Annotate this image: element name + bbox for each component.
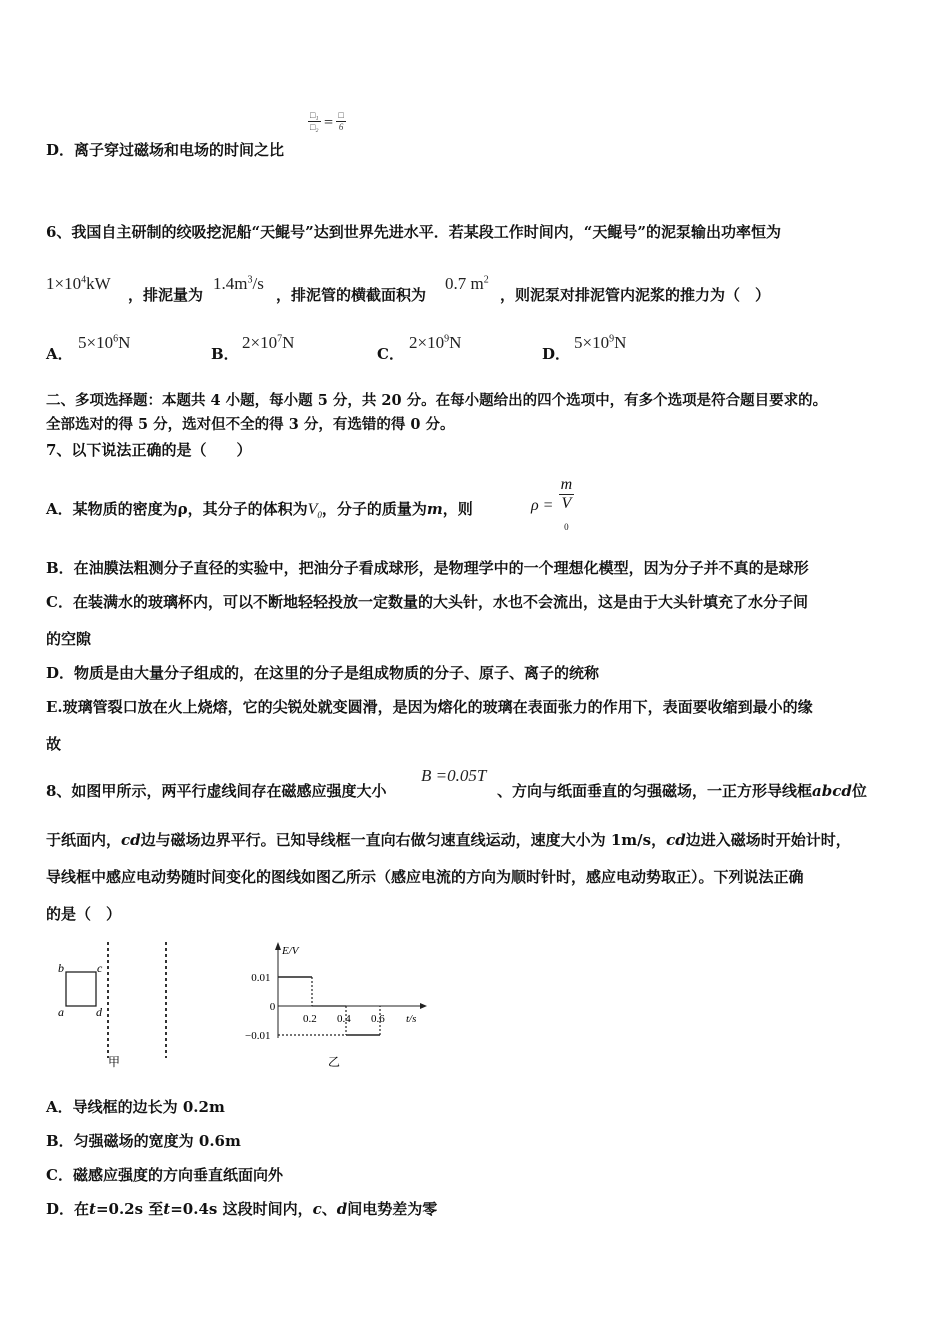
section2-header-line1: 二、多项选择题：本题共 4 小题，每小题 5 分，共 20 分。在每小题给出的四个选项中，有多个选项是符合题目要求的。	[46, 392, 828, 409]
y-axis-arrow	[275, 942, 281, 950]
q6-option-c-value: $2\times 10^9N$	[409, 333, 462, 352]
q7-density-fraction: m V $_0$	[560, 476, 573, 533]
corner-a-label: a	[58, 1005, 64, 1019]
figure-yi-caption: 乙	[328, 1055, 341, 1069]
q6-option-d-value: $5\times 10^9N$	[574, 333, 627, 352]
q6-stem: 6、我国自主研制的绞吸挖泥船“天鲲号”达到世界先进水平．若某段工作时间内，“天鲲号”的泥泵输出功率恒为	[46, 223, 781, 241]
q6-text-a: ，排泥量为	[128, 286, 204, 304]
q7-density-formula: ρ = m V $_0$	[531, 476, 574, 536]
section2-header-line2: 全部选对的得 5 分，选对但不全的得 3 分，有选错的得 0 分。	[46, 416, 455, 433]
q6-option-c-label: C．	[377, 345, 404, 363]
q6-option-a-label: A．	[46, 345, 73, 363]
q7-stem: 7、以下说法正确的是（ ）	[46, 441, 252, 459]
q8-option-d: D．在t=0.2s 至t=0.4s 这段时间内，c、d间电势差为零	[46, 1200, 438, 1218]
y-axis-label: E/V	[282, 945, 299, 957]
q7-option-d: D．物质是由大量分子组成的，在这里的分子是组成物质的分子、原子、离子的统称	[46, 664, 600, 682]
q6-area: 0.7 $m^2$	[445, 274, 489, 293]
square-loop	[66, 972, 96, 1006]
q7-option-c-line2: 的空隙	[46, 630, 92, 648]
q6-text-b: ，排泥管的横截面积为	[276, 286, 427, 304]
x-axis-label: t/s	[406, 1013, 417, 1025]
q6-option-d-label: D．	[542, 345, 571, 363]
y-tick-label-2: −0.01	[245, 1030, 271, 1042]
q8-stem-line4: 的是（ ）	[46, 905, 122, 923]
figure-yi-chart	[230, 938, 440, 1073]
q8-option-a: A．导线框的边长为 0.2m	[46, 1098, 225, 1116]
q8-b-value: B =0.05T	[421, 766, 487, 785]
q7-v0: $V_0$	[307, 501, 322, 521]
corner-d-label: d	[96, 1005, 102, 1019]
q5-time-ratio-formula: $\frac{\text{□₁}}{\text{□₂}}$ = $\frac{□}{6}$	[310, 110, 344, 132]
y-tick-label-1: 0	[269, 1001, 276, 1013]
x-tick-label-2: 0.6	[371, 1013, 385, 1025]
y-tick-label-0: 0.01	[251, 972, 271, 984]
q8-option-c: C．磁感应强度的方向垂直纸面向外	[46, 1166, 283, 1184]
q8-option-b: B．匀强磁场的宽度为 0.6m	[46, 1132, 241, 1150]
q7-option-b: B．在油膜法粗测分子直径的实验中，把油分子看成球形，是物理学中的一个理想化模型，因为分子并不真的是球形	[46, 559, 809, 577]
q8-stem-line1a: 8、如图甲所示，两平行虚线间存在磁感应强度大小	[46, 782, 387, 800]
q6-option-b-value: $2\times 10^7N$	[242, 333, 295, 352]
q5-ratio-left: $\frac{\text{□₁}}{\text{□₂}}$	[310, 110, 319, 132]
q6-power: $1\times 10^4kW$	[46, 274, 111, 293]
q7-option-e-line1: E.玻璃管裂口放在火上烧熔，它的尖锐处就变圆滑，是因为熔化的玻璃在表面张力的作用下，表面要收缩到最小的缘	[46, 698, 813, 716]
q7-option-e-line2: 故	[46, 735, 62, 753]
x-tick-label-0: 0.2	[303, 1013, 317, 1025]
q8-stem-line1b: 、方向与纸面垂直的匀强磁场，一正方形导线框abcd位	[497, 782, 867, 800]
figure-jia-caption: 甲	[108, 1055, 121, 1069]
figure-jia	[46, 938, 196, 1073]
q8-stem-line3: 导线框中感应电动势随时间变化的图线如图乙所示（感应电流的方向为顺时针时，感应电动势取正）。下列说法正确	[46, 868, 804, 886]
q5-option-d	[46, 140, 284, 160]
corner-b-label: b	[58, 961, 64, 975]
x-tick-label-1: 0.4	[337, 1013, 351, 1025]
q6-flow: $1.4m^3/s$	[213, 274, 264, 293]
q6-text-c: ，则泥泵对排泥管内泥浆的推力为（ ）	[500, 286, 771, 304]
q5-option-d-text: D．离子穿过磁场和电场的时间之比	[46, 141, 285, 159]
q5-ratio-right: $\frac{□}{6}$	[338, 110, 344, 132]
corner-c-label: c	[97, 961, 103, 975]
q7-option-a: A．某物质的密度为ρ，其分子的体积为$V_0$，分子的质量为m，则	[46, 500, 473, 521]
q7-option-c-line1: C．在装满水的玻璃杯内，可以不断地轻轻投放一定数量的大头针，水也不会流出，这是由于大头针填充了水分子间	[46, 593, 808, 611]
q8-stem-line2: 于纸面内，cd边与磁场边界平行。已知导线框一直向右做匀速直线运动，速度大小为 1m/s，cd边进入磁场时开始计时，	[46, 831, 851, 849]
x-axis-arrow	[420, 1003, 427, 1009]
q6-option-a-value: $5\times 10^6N$	[78, 333, 131, 352]
q6-option-b-label: B．	[211, 345, 239, 363]
